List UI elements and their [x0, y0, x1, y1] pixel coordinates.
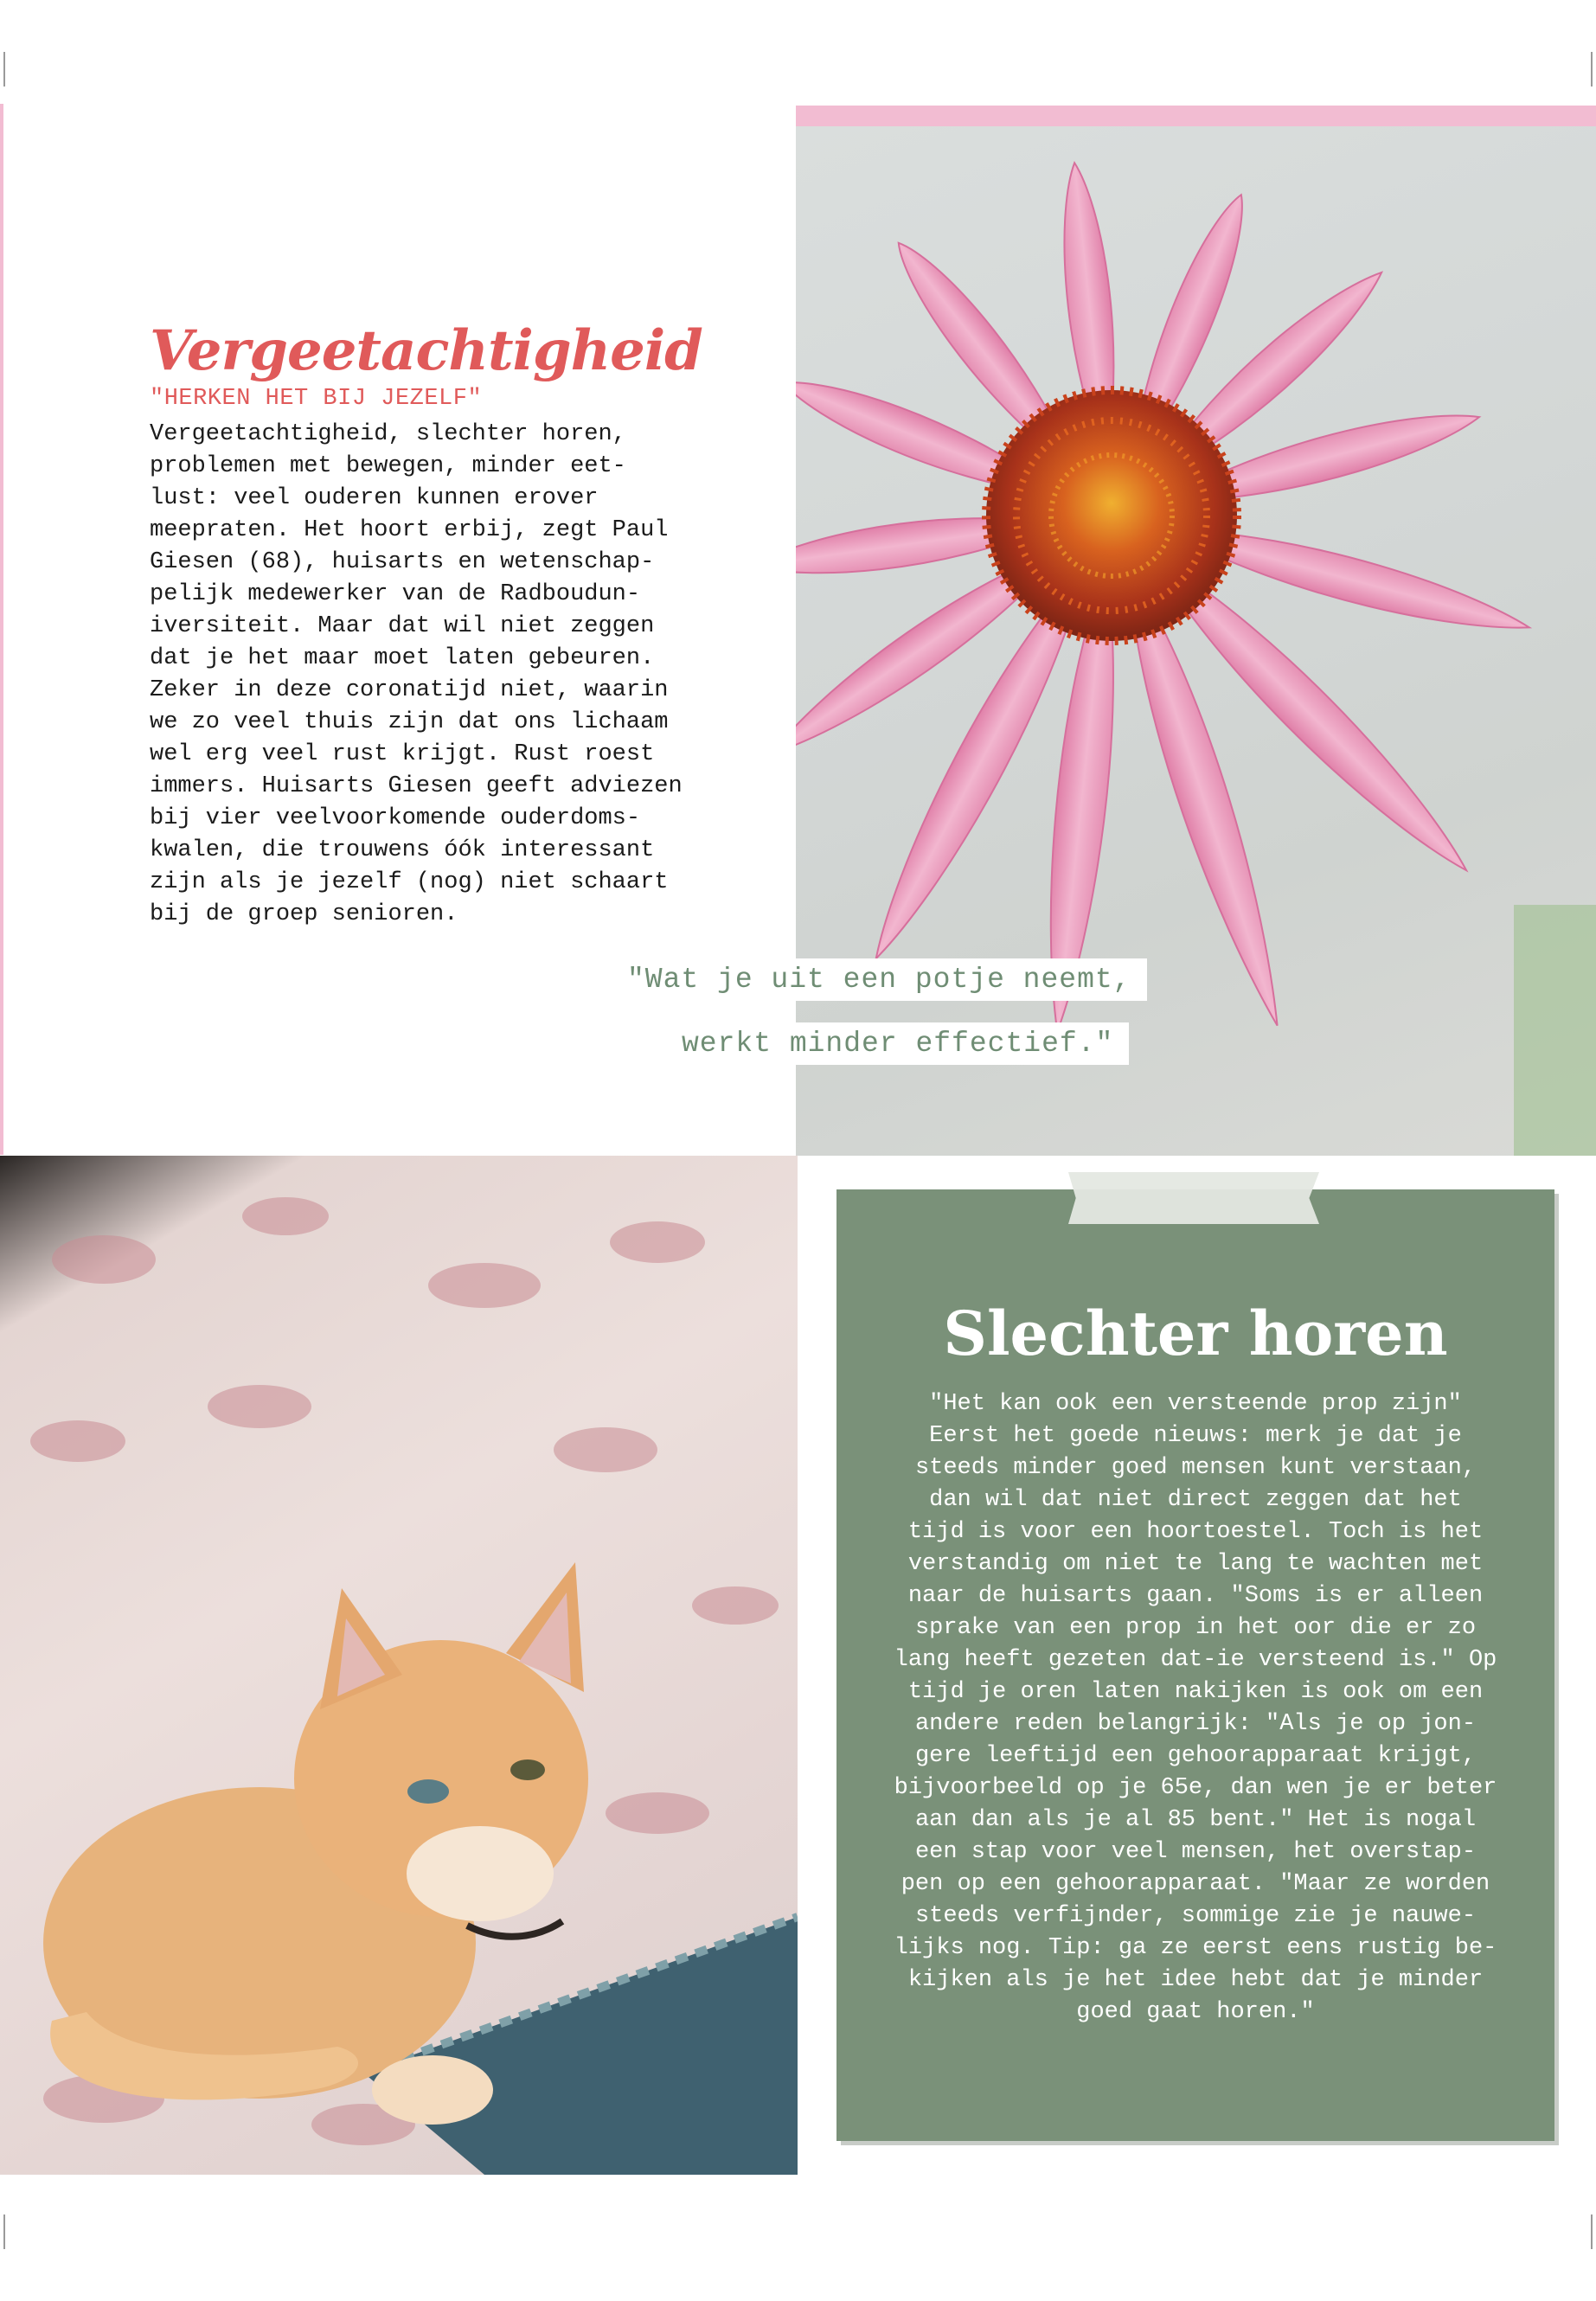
tape-strip: [1068, 1172, 1319, 1224]
pink-edge-stripe: [0, 104, 3, 1155]
crop-mark: [1591, 2214, 1593, 2249]
echinacea-flower-photo: [796, 126, 1596, 1156]
crop-mark: [1591, 52, 1593, 87]
pink-top-bar: [796, 106, 1596, 126]
sidebar-card-hearing: [836, 1189, 1554, 2141]
crop-mark: [3, 2214, 5, 2249]
pull-quote-line-2: werkt minder effectief.": [666, 1022, 1129, 1065]
article-body: Vergeetachtigheid, slechter horen, problemen met bewegen, minder eet- lust: veel ouderen kunnen erover meepraten. Het hoort erbij, zegt Paul Giesen (68), huisarts en wetenschap- pelijk medewerker van de Radboudun- iversiteit. Maar dat wil niet zeggen dat je het maar moet laten gebeuren. Zeker in deze coronatijd niet, waarin we zo veel thuis zijn dat ons lichaam wel erg veel rust krijgt. Rust roest immers. Huisarts Giesen geeft adviezen bij vier veelvoorkomende ouderdoms- kwalen, die trouwens óók interessant zijn als je jezelf (nog) niet schaart bij de groep senioren.: [150, 421, 683, 927]
crop-mark: [3, 52, 5, 87]
sidebar-text: "Het kan ook een versteende prop zijn" Eerst het goede nieuws: merk je dat je steeds minder goed mensen kunt verstaan, dan wil dat niet direct zeggen dat het tijd is voor een hoortoestel. Toch is het verstandig om niet te lang te wachten met naar de huisarts gaan. "Soms is er alleen sprake van een prop in het oor die er zo lang heeft gezeten dat-ie versteend is." Op tijd je oren laten nakijken is ook om een andere reden belangrijk: "Als je op jon- gere leeftijd een gehoorapparaat krijgt, bijvoorbeeld op je 65e, dan wen je er beter aan dan als je al 85 bent." Het is nogal een stap voor veel mensen, het overstap- pen op een gehoorapparaat. "Maar ze worden steeds verfijnder, sommige zie je nauwe- lijks nog. Tip: ga ze eerst eens rustig be- kijken als je het idee hebt dat je minder goed gaat horen.": [894, 1391, 1497, 2025]
article-title: Vergeetachtigheid: [150, 318, 702, 383]
article-kicker: "HERKEN HET BIJ JEZELF": [150, 386, 483, 412]
pull-quote-line-1: "Wat je uit een potje neemt,: [612, 958, 1147, 1001]
article-forgetfulness: [150, 320, 703, 931]
ginger-cat-photo: [0, 1156, 798, 2175]
sidebar-title: Slechter horen: [943, 1298, 1448, 1369]
